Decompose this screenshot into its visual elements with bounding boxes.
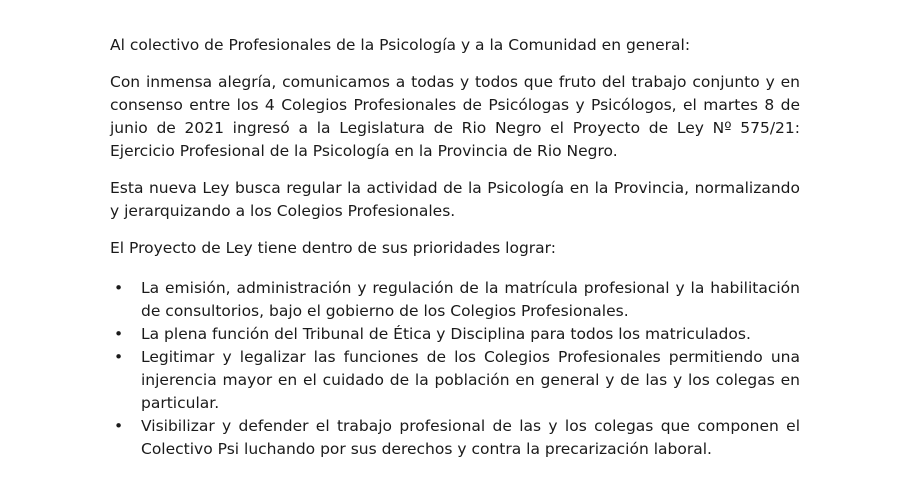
bullet-icon: •	[114, 417, 124, 435]
list-item-text: La plena función del Tribunal de Ética y Disciplina para todos los matriculados.	[141, 325, 751, 343]
bullet-icon: •	[114, 348, 124, 366]
bullet-icon: •	[114, 279, 124, 297]
announcement-paragraph: Con inmensa alegría, comunicamos a todas y todos que fruto del trabajo conjunto y en consenso entre los 4 Colegios Profesionales de Psicólogas y Psicólogos, el martes 8 de junio de 2021 ingresó a la Legislatura de Rio Negro el Proyecto de Ley Nº 575/21: Ejercicio Profesional de la Psicología en la Provincia de Rio Negro.	[110, 73, 800, 160]
priorities-list	[110, 277, 800, 461]
priorities-intro-paragraph: El Proyecto de Ley tiene dentro de sus prioridades lograr:	[110, 239, 556, 257]
list-item-text: La emisión, administración y regulación de la matrícula profesional y la habilitación de consultorios, bajo el gobierno de los Colegios Profesionales.	[141, 279, 800, 320]
greeting-paragraph: Al colectivo de Profesionales de la Psicología y a la Comunidad en general:	[110, 36, 691, 54]
list-item-text: Visibilizar y defender el trabajo profesional de las y los colegas que componen el Colectivo Psi luchando por sus derechos y contra la precarización laboral.	[141, 417, 800, 458]
law-purpose-paragraph: Esta nueva Ley busca regular la actividad de la Psicología en la Provincia, normalizando y jerarquizando a los Colegios Profesionales.	[110, 179, 800, 220]
list-item	[110, 415, 800, 461]
bullet-icon: •	[114, 325, 124, 343]
list-item	[110, 323, 800, 346]
list-item	[110, 277, 800, 323]
list-item	[110, 346, 800, 415]
list-item-text: Legitimar y legalizar las funciones de los Colegios Profesionales permitiendo una injerencia mayor en el cuidado de la población en general y de las y los colegas en particular.	[141, 348, 800, 412]
document-page	[110, 34, 800, 461]
